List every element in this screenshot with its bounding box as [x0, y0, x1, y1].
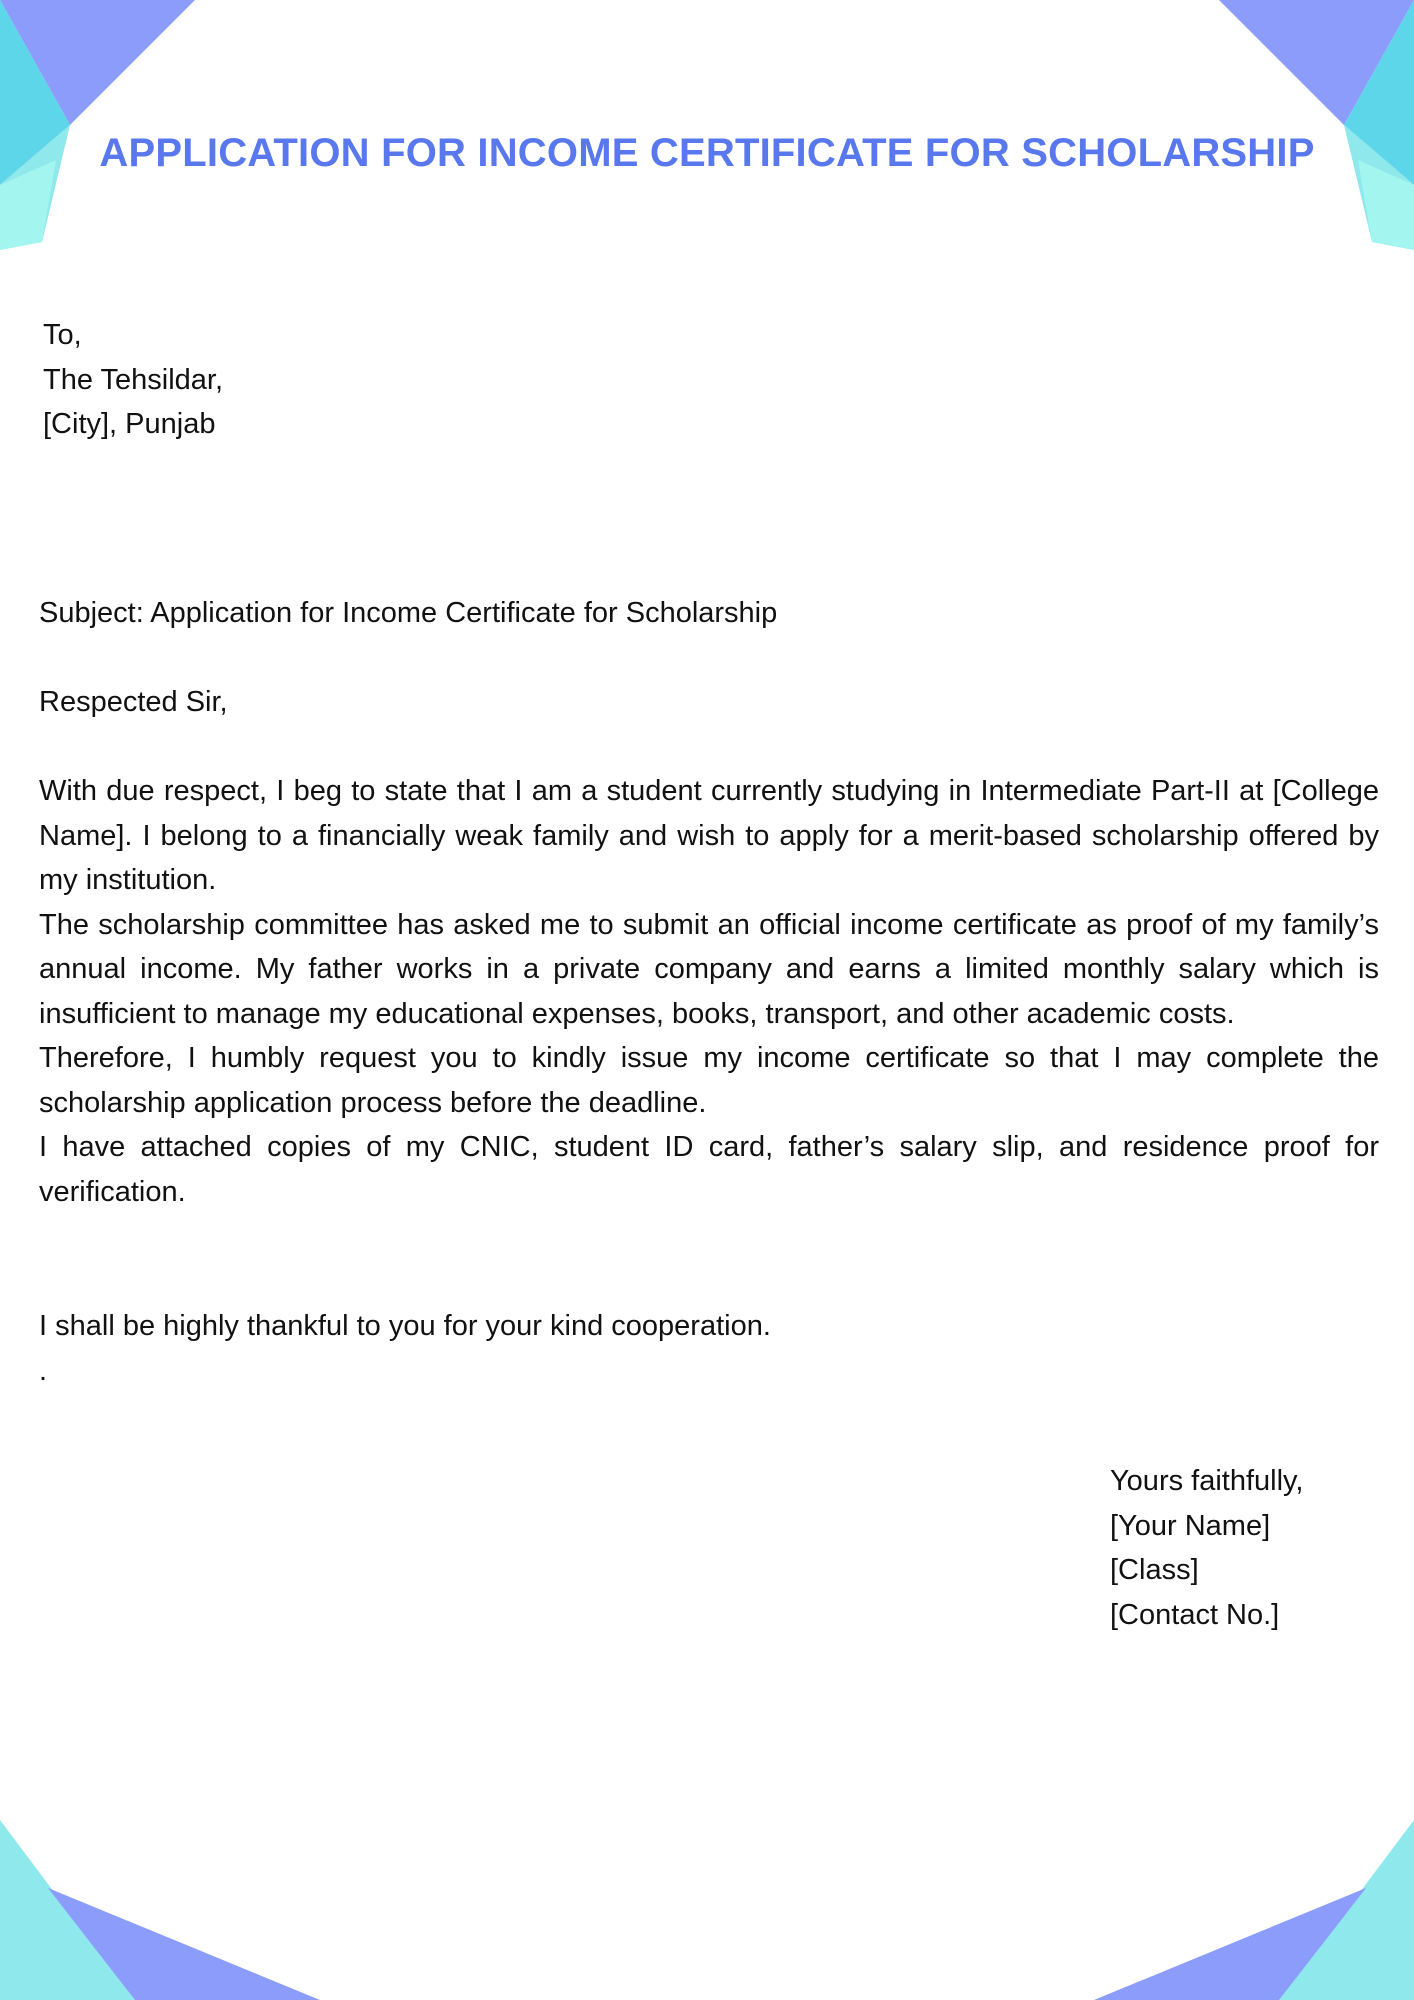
letter-body [39, 769, 1379, 1214]
recipient-line: To, [43, 319, 82, 351]
salutation: Respected Sir, [39, 686, 228, 718]
body-paragraph: With due respect, I beg to state that I am a student currently studying in Intermediate Part-II at [College Name]. I belong to a financially weak family and wish to apply for a merit-based scholarship offered by my institution. [39, 775, 1379, 896]
bottom-right-corner-decoration [1084, 1820, 1414, 2000]
closing-mark: . [39, 1355, 48, 1387]
body-paragraph: I have attached copies of my CNIC, student ID card, father’s salary slip, and residence proof for verification. [39, 1131, 1379, 1208]
body-paragraph: The scholarship committee has asked me to submit an official income certificate as proof of my family’s annual income. My father works in a private company and earns a limited monthly salary which is insufficient to manage my educational expenses, books, transport, and other academic costs. [39, 908, 1379, 1030]
body-paragraph: Therefore, I humbly request you to kindly issue my income certificate so that I may complete the scholarship application process before the deadline. [39, 1042, 1379, 1119]
signature-line: [Class] [1110, 1554, 1199, 1586]
signature-line: [Your Name] [1110, 1509, 1271, 1542]
closing-line: I shall be highly thankful to you for your kind cooperation. [39, 1310, 771, 1342]
subject-line: Subject: Application for Income Certificate for Scholarship [39, 597, 778, 629]
signature-line: [Contact No.] [1110, 1598, 1280, 1631]
signature-block [1110, 1459, 1303, 1637]
recipient-line: [City], Punjab [43, 408, 216, 440]
signature-line: Yours faithfully, [1110, 1465, 1304, 1497]
document-title: APPLICATION FOR INCOME CERTIFICATE FOR SCHOLARSHIP [99, 131, 1315, 175]
bottom-left-corner-decoration [0, 1820, 330, 2000]
recipient-line: The Tehsildar, [43, 363, 224, 396]
recipient-address [43, 313, 223, 447]
